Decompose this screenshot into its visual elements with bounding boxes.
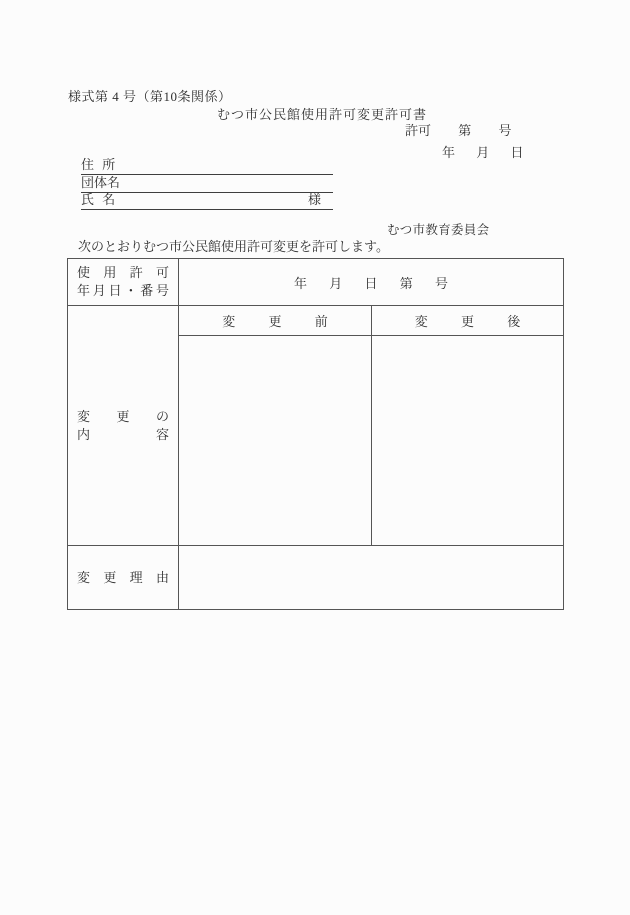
- permit-number-line: 許可 第 号: [405, 123, 512, 138]
- issuer-name: むつ市教育委員会: [387, 223, 490, 237]
- before-change-cell: [179, 336, 372, 546]
- name-field: [81, 193, 333, 210]
- address-label: 住 所: [81, 157, 116, 172]
- name-label: 氏 名: [81, 192, 116, 207]
- permit-info-label-line1: 使 用 許 可: [77, 265, 169, 280]
- change-content-label-cell: [68, 306, 179, 546]
- honorific-sama: 様: [307, 192, 321, 207]
- permit-change-table: [67, 258, 564, 610]
- permit-date-line: 年 月 日: [442, 145, 524, 160]
- form-number: 様式第 4 号（第10条関係）: [68, 89, 232, 104]
- permit-info-row: [68, 259, 564, 306]
- change-reason-cell: [179, 546, 564, 610]
- permit-info-label-line2: 年 月 日 ・ 番 号: [77, 283, 169, 298]
- change-reason-row: [68, 546, 564, 610]
- document-title: むつ市公民館使用許可変更許可書: [216, 107, 427, 122]
- after-change-header: 変 更 後: [372, 306, 564, 336]
- group-name-label: 団体名: [81, 174, 121, 190]
- permit-info-label-cell: [68, 259, 179, 306]
- after-change-cell: [372, 336, 564, 546]
- change-header-row: [68, 306, 564, 336]
- permit-info-value-cell: 年 月 日 第 号: [179, 259, 564, 306]
- change-content-label-line2: 内 容: [77, 426, 169, 442]
- change-reason-label: 変 更 理 由: [77, 569, 169, 585]
- group-name-field: [81, 176, 333, 193]
- change-reason-label-cell: [68, 546, 179, 610]
- change-content-label-line1: 変 更 の: [77, 408, 169, 424]
- grant-statement: 次のとおりむつ市公民館使用許可変更を許可します。: [78, 239, 389, 254]
- addressee-block: [81, 158, 333, 211]
- before-change-header: 変 更 前: [179, 306, 372, 336]
